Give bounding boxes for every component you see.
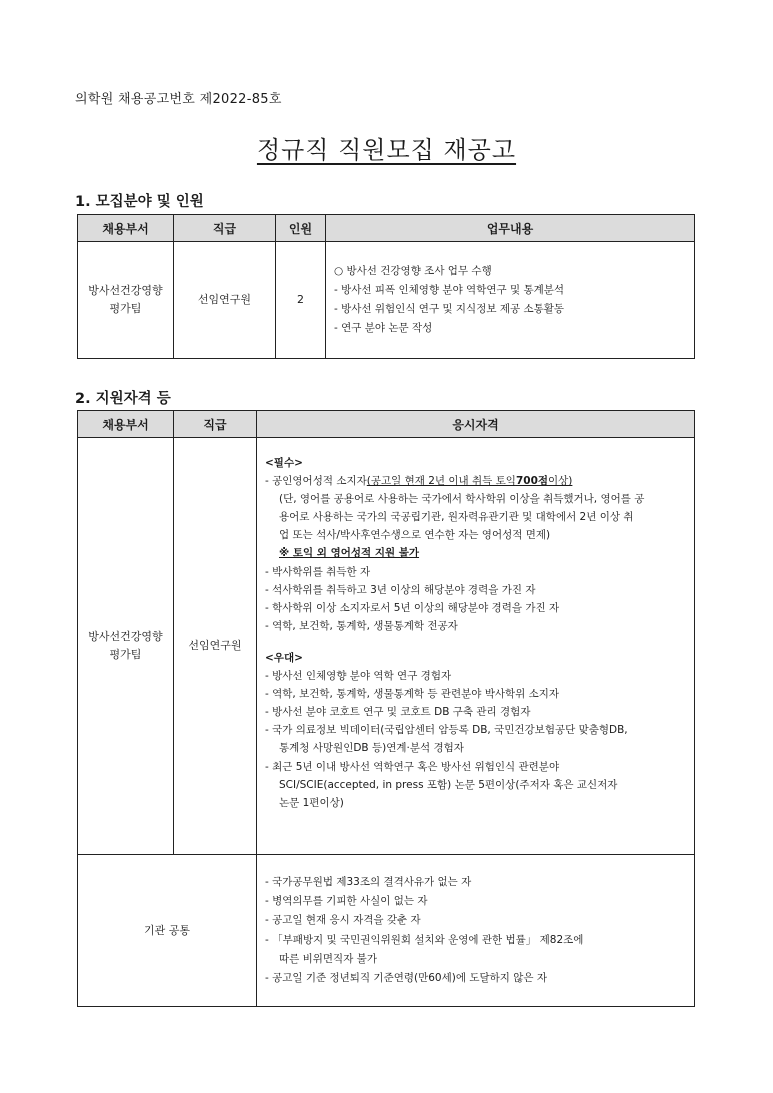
qualifications-table (77, 410, 695, 1007)
duty-item: - 방사선 피폭 인체영향 분야 역학연구 및 통계분석 (334, 284, 565, 296)
requirement-text: - 공인영어성적 소지자 (265, 475, 367, 488)
table-header-row (78, 411, 695, 438)
exemption-line: (단, 영어를 공용어로 사용하는 국가에서 학사학위 이상을 취득했거나, 영어를 공 (279, 493, 645, 506)
preferred-item-continued: SCI/SCIE(accepted, in press 포함) 논문 5편이상(주저자 혹은 교신저자 (279, 778, 618, 791)
english-score-requirement (265, 472, 688, 490)
required-heading: <필수> (265, 457, 303, 469)
duty-item: ○ 방사선 건강영향 조사 업무 수행 (334, 265, 492, 277)
department-cell (78, 438, 174, 855)
toeic-condition-text: 이상) (548, 475, 573, 488)
rank-cell: 선임연구원 (174, 242, 276, 359)
common-item: - 병역의무를 기피한 사실이 없는 자 (265, 895, 428, 908)
table-row (78, 438, 695, 855)
department-line: 평가팀 (109, 302, 142, 315)
announcement-number: 의학원 채용공고번호 제2022-85호 (75, 92, 282, 107)
common-item: - 국가공무원법 제33조의 결격사유가 없는 자 (265, 875, 472, 888)
requirement-item: - 박사학위를 취득한 자 (265, 565, 371, 578)
common-label-cell: 기관 공통 (78, 855, 257, 1007)
table-row (78, 242, 695, 359)
preferred-item: - 방사선 인체영향 분야 역학 연구 경험자 (265, 670, 452, 683)
duty-item: - 연구 분야 논문 작성 (334, 322, 433, 334)
preferred-item: - 국가 의료정보 빅데이터(국립암센터 암등록 DB, 국민건강보험공단 맞춤형DB, (265, 724, 628, 737)
common-item: - 「부패방지 및 국민권익위원회 설치와 운영에 관한 법률」 제82조에 (265, 933, 584, 946)
department-line: 평가팀 (109, 648, 142, 661)
toeic-condition-text: (공고일 현재 2년 이내 취득 토익 (366, 475, 516, 488)
requirement-item: - 역학, 보건학, 통계학, 생물통계학 전공자 (265, 619, 458, 632)
exemption-line: 용어로 사용하는 국가의 국공립기관, 원자력유관기관 및 대학에서 2년 이상 취 (279, 511, 634, 524)
duty-item: - 방사선 위험인식 연구 및 지식정보 제공 소통활동 (334, 303, 565, 315)
requirement-item: - 학사학위 이상 소지자로서 5년 이상의 해당분야 경력을 가진 자 (265, 601, 560, 614)
preferred-heading: <우대> (265, 651, 303, 664)
page-title: 정규직 직원모집 재공고 (256, 136, 517, 164)
column-header-headcount: 인원 (276, 215, 326, 242)
preferred-item: - 역학, 보건학, 통계학, 생물통계학 등 관련분야 박사학위 소지자 (265, 688, 560, 701)
toeic-condition (367, 475, 573, 487)
column-header-department: 채용부서 (78, 411, 174, 438)
common-item: - 공고일 기준 정년퇴직 기준연령(만60세)에 도달하지 않은 자 (265, 971, 547, 984)
column-header-qualifications: 응시자격 (257, 411, 695, 438)
preferred-item-continued: 통계청 사망원인DB 등)연계·분석 경험자 (279, 742, 464, 755)
exemption-line: 업 또는 석사/박사후연수생으로 연수한 자는 영어성적 면제) (279, 529, 551, 542)
common-item-continued: 따른 비위면직자 불가 (279, 952, 377, 965)
qualifications-cell (257, 438, 695, 855)
section-heading-qualifications: 2. 지원자격 등 (75, 391, 171, 407)
table-row (78, 855, 695, 1007)
column-header-department: 채용부서 (78, 215, 174, 242)
requirement-item: - 석사학위를 취득하고 3년 이상의 해당분야 경력을 가진 자 (265, 583, 536, 596)
common-requirements-cell (257, 855, 695, 1007)
column-header-duties: 업무내용 (326, 215, 695, 242)
positions-table (77, 214, 695, 359)
preferred-item: - 방사선 분야 코호트 연구 및 코호트 DB 구축 관리 경험자 (265, 706, 531, 719)
toeic-only-note: ※ 토익 외 영어성적 지원 불가 (279, 547, 420, 560)
department-line: 방사선건강영향 (88, 284, 163, 297)
table-header-row (78, 215, 695, 242)
column-header-rank: 직급 (174, 215, 276, 242)
headcount-cell: 2 (276, 242, 326, 359)
duties-cell (326, 242, 695, 359)
common-item: - 공고일 현재 응시 자격을 갖춘 자 (265, 914, 421, 927)
department-cell (78, 242, 174, 359)
toeic-score: 700점 (515, 475, 549, 488)
preferred-item: - 최근 5년 이내 방사선 역학연구 혹은 방사선 위험인식 관련분야 (265, 760, 560, 773)
department-line: 방사선건강영향 (88, 630, 163, 643)
section-heading-recruitment: 1. 모집분야 및 인원 (75, 194, 204, 210)
column-header-rank: 직급 (174, 411, 257, 438)
preferred-item-continued: 논문 1편이상) (279, 796, 344, 809)
rank-cell: 선임연구원 (174, 438, 257, 855)
